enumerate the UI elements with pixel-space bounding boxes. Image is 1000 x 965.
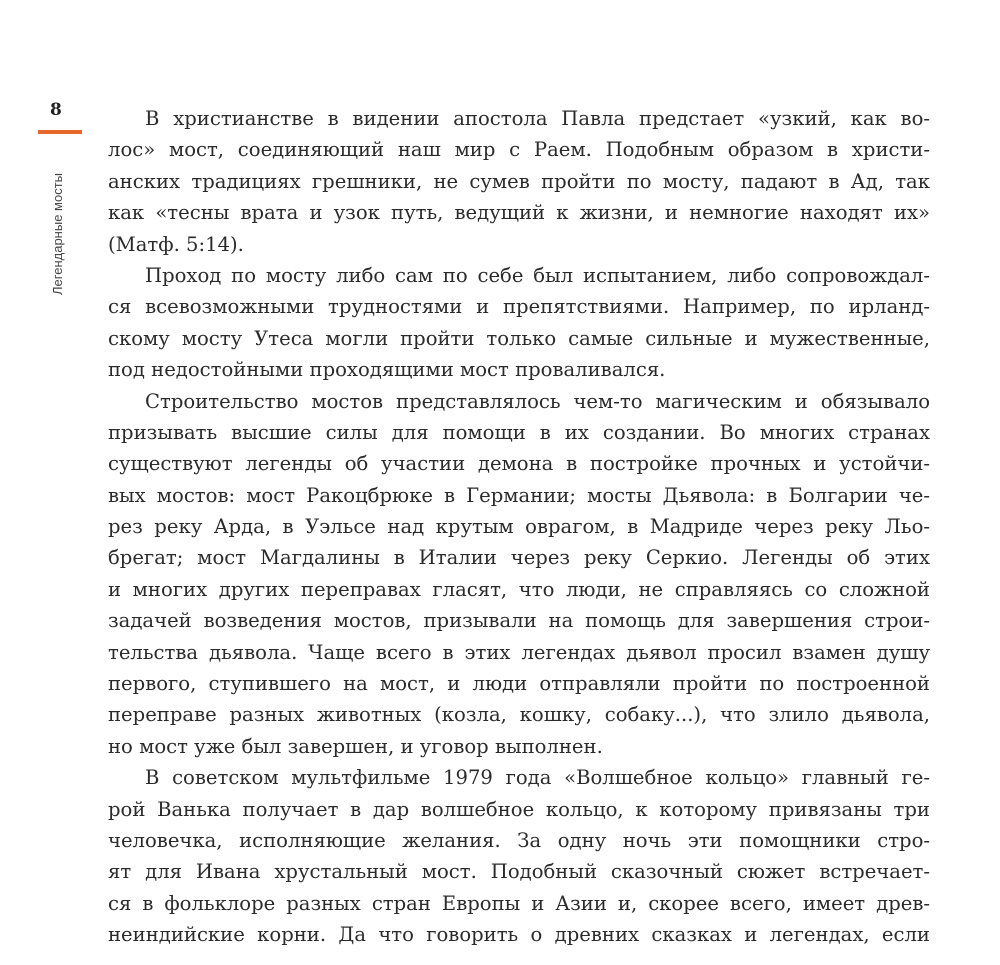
text-line: анских традициях грешники, не сумев пройти по мосту, падают в Ад, так — [108, 169, 930, 193]
text-line: лос» мост, соединяющий наш мир с Раем. Подобным образом в христи- — [108, 138, 930, 162]
text-line: под недостойными проходящими мост проваливался. — [108, 358, 666, 382]
text-line: скому мосту Утеса могли пройти только самые сильные и мужественные, — [108, 326, 930, 350]
page-number: 8 — [50, 100, 62, 120]
text-line: призывать высшие силы для помощи в их создании. Во многих странах — [108, 420, 930, 444]
text-line: ся всевозможными трудностями и препятствиями. Например, по ирланд- — [108, 295, 930, 319]
text-line: переправе разных животных (козла, кошку, собаку...), что злило дьявола, — [108, 703, 930, 727]
text-line: В советском мультфильме 1979 года «Волшебное кольцо» главный ге- — [145, 766, 930, 790]
text-line: как «тесны врата и узок путь, ведущий к жизни, и немногие находят их» — [108, 201, 930, 225]
text-line: неиндийские корни. Да что говорить о древних сказках и легендах, если — [108, 923, 930, 947]
text-line: первого, ступившего на мост, и люди отправляли пройти по построенной — [108, 672, 930, 696]
text-line: и многих других переправах гласят, что люди, не справляясь со сложной — [108, 577, 930, 601]
accent-rule — [38, 130, 82, 134]
text-line: человечка, исполняющие желания. За одну ночь эти помощники стро- — [108, 828, 930, 852]
text-line: ят для Ивана хрустальный мост. Подобный сказочный сюжет встречает- — [108, 860, 930, 884]
text-line: тельства дьявола. Чаще всего в этих легендах дьявол просил взамен душу — [108, 640, 930, 664]
text-line: задачей возведения мостов, призывали на помощь для завершения строи- — [108, 609, 930, 633]
text-line: рез реку Арда, в Уэльсе над крутым оврагом, в Мадриде через реку Льо- — [108, 515, 930, 539]
text-line: вых мостов: мост Ракоцбрюке в Германии; мосты Дьявола: в Болгарии че- — [108, 483, 930, 507]
text-line: рой Ванька получает в дар волшебное кольцо, к которому привязаны три — [108, 797, 930, 821]
text-line: но мост уже был завершен, и уговор выполнен. — [108, 734, 603, 758]
text-line: Строительство мостов представлялось чем-то магическим и обязывало — [145, 389, 930, 413]
text-line: Проход по мосту либо сам по себе был испытанием, либо сопровождал- — [145, 263, 930, 287]
text-line: существуют легенды об участии демона в постройке прочных и устойчи- — [108, 452, 930, 476]
body-text — [108, 103, 930, 951]
text-line: (Матф. 5:14). — [108, 232, 244, 256]
text-line: ся в фольклоре разных стран Европы и Азии и, скорее всего, имеет древ- — [108, 891, 930, 915]
text-line: брегат; мост Магдалины в Италии через реку Серкио. Легенды об этих — [108, 546, 930, 570]
running-head — [50, 145, 70, 295]
text-line: В христианстве в видении апостола Павла предстает «узкий, как во- — [145, 107, 930, 130]
running-head-label: Легендарные мосты — [50, 172, 65, 295]
